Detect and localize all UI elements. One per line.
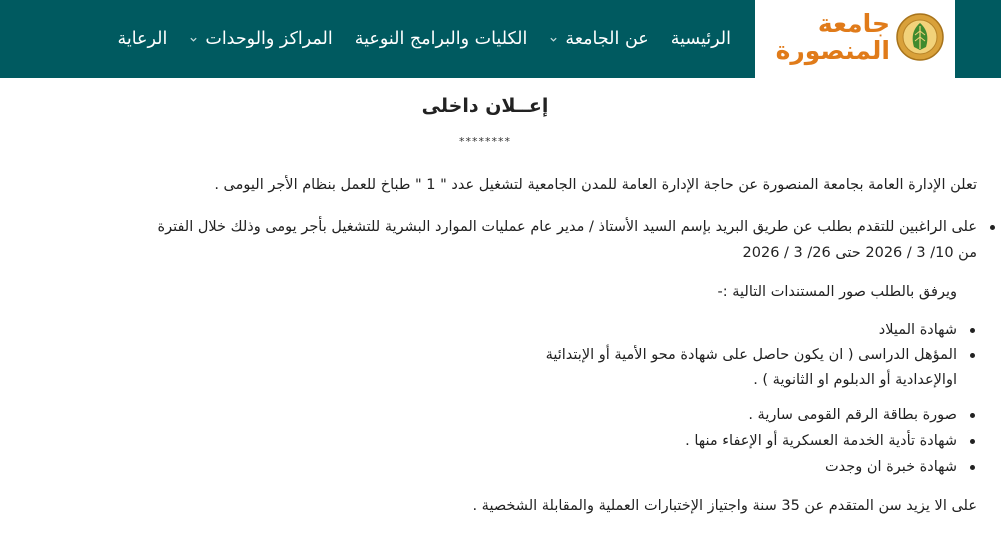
university-seal-icon	[896, 13, 944, 61]
nav-item-faculties[interactable]	[355, 29, 528, 49]
logo-text-line2: المنصورة	[775, 36, 890, 65]
nav-item-label: الرعاية	[117, 29, 168, 49]
main-navbar	[0, 0, 1001, 78]
nav-item-centers[interactable]	[189, 29, 332, 49]
nav-item-about[interactable]	[549, 29, 648, 49]
announcement-intro: تعلن الإدارة العامة بجامعة المنصورة عن حاجة الإدارة العامة للمدن الجامعية لتشغيل عدد " 1 " طباخ للعمل بنظام الأجر اليومى .	[214, 177, 977, 193]
chevron-down-icon	[189, 35, 198, 44]
document-item	[748, 405, 957, 425]
nav-item-home[interactable]	[671, 29, 731, 49]
document-item-text: المؤهل الدراسى ( ان يكون حاصل على شهادة محو الأمية أو الإبتدائية	[545, 347, 957, 363]
logo-text-line1: جامعة	[817, 9, 890, 38]
document-item-continuation: اوالإعدادية أو الدبلوم او الثانوية ) .	[753, 372, 957, 388]
nav-item-label: الكليات والبرامج النوعية	[354, 29, 528, 49]
separator-stars: ********	[459, 135, 511, 148]
chevron-down-icon	[549, 35, 558, 44]
site-logo[interactable]	[755, 0, 955, 78]
document-item-text: شهادة الميلاد	[878, 322, 957, 338]
apply-instruction-text: على الراغبين للتقدم بطلب عن طريق البريد بإسم السيد الأستاذ / مدير عام عمليات الموارد البشرية للتشغيل بأجر يومى وذلك خلال الفترة	[157, 219, 977, 235]
document-item-text: شهادة تأدية الخدمة العسكرية أو الإعفاء منها .	[685, 433, 957, 449]
apply-instruction-bullet	[158, 217, 978, 237]
document-item	[879, 320, 957, 340]
documents-intro: ويرفق بالطلب صور المستندات التالية :-	[717, 284, 957, 300]
document-item	[546, 345, 957, 365]
age-requirement: على الا يزيد سن المتقدم عن 35 سنة واجتياز الإختبارات العملية والمقابلة الشخصية .	[472, 498, 977, 514]
document-item	[685, 431, 957, 451]
announcement-title: إعــلان داخلى	[421, 95, 549, 117]
document-item-text: شهادة خبرة ان وجدت	[825, 459, 957, 475]
nav-menu	[117, 0, 731, 78]
nav-item-label: المراكز والوحدات	[205, 29, 333, 49]
document-item	[825, 457, 957, 477]
document-item-text: صورة بطاقة الرقم القومى سارية .	[748, 407, 957, 423]
nav-item-care[interactable]	[117, 29, 167, 49]
apply-period: من 10/ 3 / 2026 حتى 26/ 3 / 2026	[742, 245, 977, 261]
nav-item-label: الرئيسية	[670, 29, 731, 49]
nav-item-label: عن الجامعة	[565, 29, 649, 49]
